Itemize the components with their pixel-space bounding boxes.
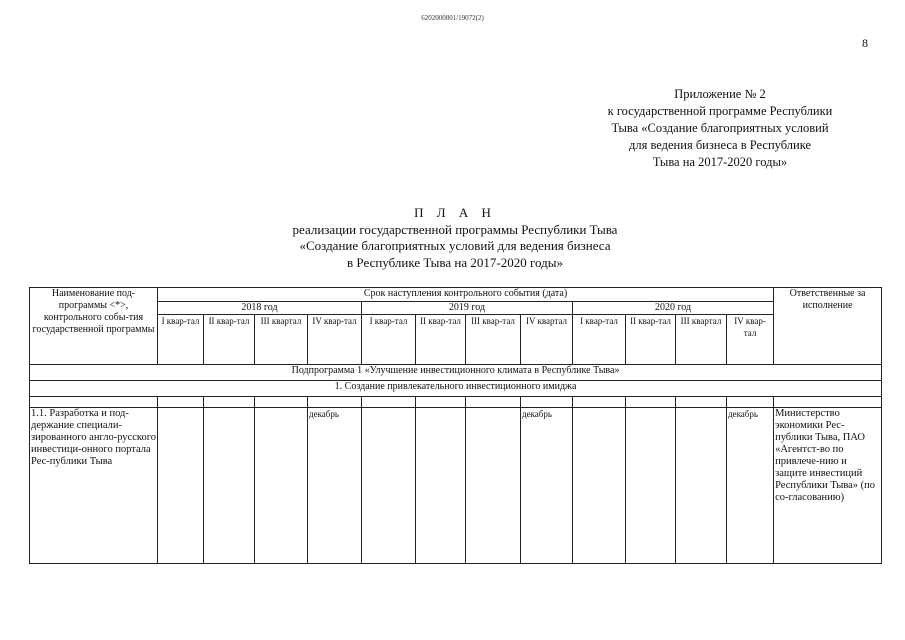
quarter-header: I квар-тал bbox=[362, 315, 416, 365]
quarter-header: III квар-тал bbox=[466, 315, 521, 365]
quarter-cell bbox=[466, 408, 521, 564]
quarter-header: I квар-тал bbox=[573, 315, 626, 365]
annex-block bbox=[560, 86, 880, 171]
spacer-cell bbox=[521, 397, 573, 408]
plan-title bbox=[150, 205, 760, 271]
spacer-cell bbox=[362, 397, 416, 408]
spacer-cell bbox=[676, 397, 727, 408]
spacer-cell bbox=[308, 397, 362, 408]
quarter-cell bbox=[255, 408, 308, 564]
name-column-header: Наименование под-программы <*>, контрольного собы-тия государственной программы bbox=[30, 288, 158, 365]
table-row bbox=[30, 408, 882, 564]
event-name: 1.1. Разработка и под-держание специали-зированного англо-русского инвестици-онного портала Рес-публики Тыва bbox=[30, 408, 158, 564]
spacer-cell bbox=[573, 397, 626, 408]
quarter-header: III квартал bbox=[676, 315, 727, 365]
spacer-cell bbox=[255, 397, 308, 408]
quarter-cell: декабрь bbox=[308, 408, 362, 564]
quarter-cell bbox=[676, 408, 727, 564]
spacer-cell bbox=[204, 397, 255, 408]
spacer-cell bbox=[774, 397, 882, 408]
quarter-header: II квар-тал bbox=[626, 315, 676, 365]
page-number: 8 bbox=[862, 36, 868, 50]
quarter-header: I квар-тал bbox=[158, 315, 204, 365]
quarter-cell bbox=[416, 408, 466, 564]
quarter-cell bbox=[204, 408, 255, 564]
plan-table bbox=[29, 287, 882, 564]
spacer-cell bbox=[30, 397, 158, 408]
quarter-cell bbox=[158, 408, 204, 564]
annex-line: Приложение № 2 bbox=[674, 87, 766, 101]
section-row: 1. Создание привлекательного инвестиционного имиджа bbox=[30, 381, 882, 397]
plan-title-line: «Создание благоприятных условий для ведения бизнеса bbox=[299, 238, 611, 253]
annex-line: Тыва «Создание благоприятных условий bbox=[611, 121, 829, 135]
annex-line: Тыва на 2017-2020 годы» bbox=[652, 155, 788, 169]
quarter-cell: декабрь bbox=[521, 408, 573, 564]
spacer-cell bbox=[158, 397, 204, 408]
year-header: 2018 год bbox=[158, 302, 362, 315]
annex-line: к государственной программе Республики bbox=[607, 104, 833, 118]
quarter-header: II квар-тал bbox=[204, 315, 255, 365]
quarter-header: IV квар-тал bbox=[727, 315, 774, 365]
year-header: 2020 год bbox=[573, 302, 774, 315]
quarter-cell: декабрь bbox=[727, 408, 774, 564]
spacer-cell bbox=[626, 397, 676, 408]
quarter-cell bbox=[573, 408, 626, 564]
year-header: 2019 год bbox=[362, 302, 573, 315]
spacer-cell bbox=[466, 397, 521, 408]
quarter-header: II квар-тал bbox=[416, 315, 466, 365]
quarter-cell bbox=[362, 408, 416, 564]
responsible-column-header: Ответственные за исполнение bbox=[774, 288, 882, 365]
responsible-cell: Министерство экономики Рес-публики Тыва, ПАО «Агентст-во по привлече-нию и защите инвестиций Республики Тыва» (по со-гласованию) bbox=[774, 408, 882, 564]
quarter-cell bbox=[626, 408, 676, 564]
plan-title-line: реализации государственной программы Республики Тыва bbox=[292, 221, 618, 237]
quarter-header: IV квартал bbox=[521, 315, 573, 365]
subprogram-row: Подпрограмма 1 «Улучшение инвестиционного климата в Республике Тыва» bbox=[30, 365, 882, 381]
plan-title-line: в Республике Тыва на 2017-2020 годы» bbox=[347, 254, 563, 270]
annex-line: для ведения бизнеса в Республике bbox=[628, 138, 812, 152]
spacer-cell bbox=[416, 397, 466, 408]
plan-heading: П Л А Н bbox=[414, 205, 496, 220]
quarter-header: IV квар-тал bbox=[308, 315, 362, 365]
document-code: 6202000801/19072(2) bbox=[421, 14, 484, 22]
spacer-cell bbox=[727, 397, 774, 408]
deadline-column-header: Срок наступления контрольного события (дата) bbox=[158, 288, 774, 302]
quarter-header: III квартал bbox=[255, 315, 308, 365]
